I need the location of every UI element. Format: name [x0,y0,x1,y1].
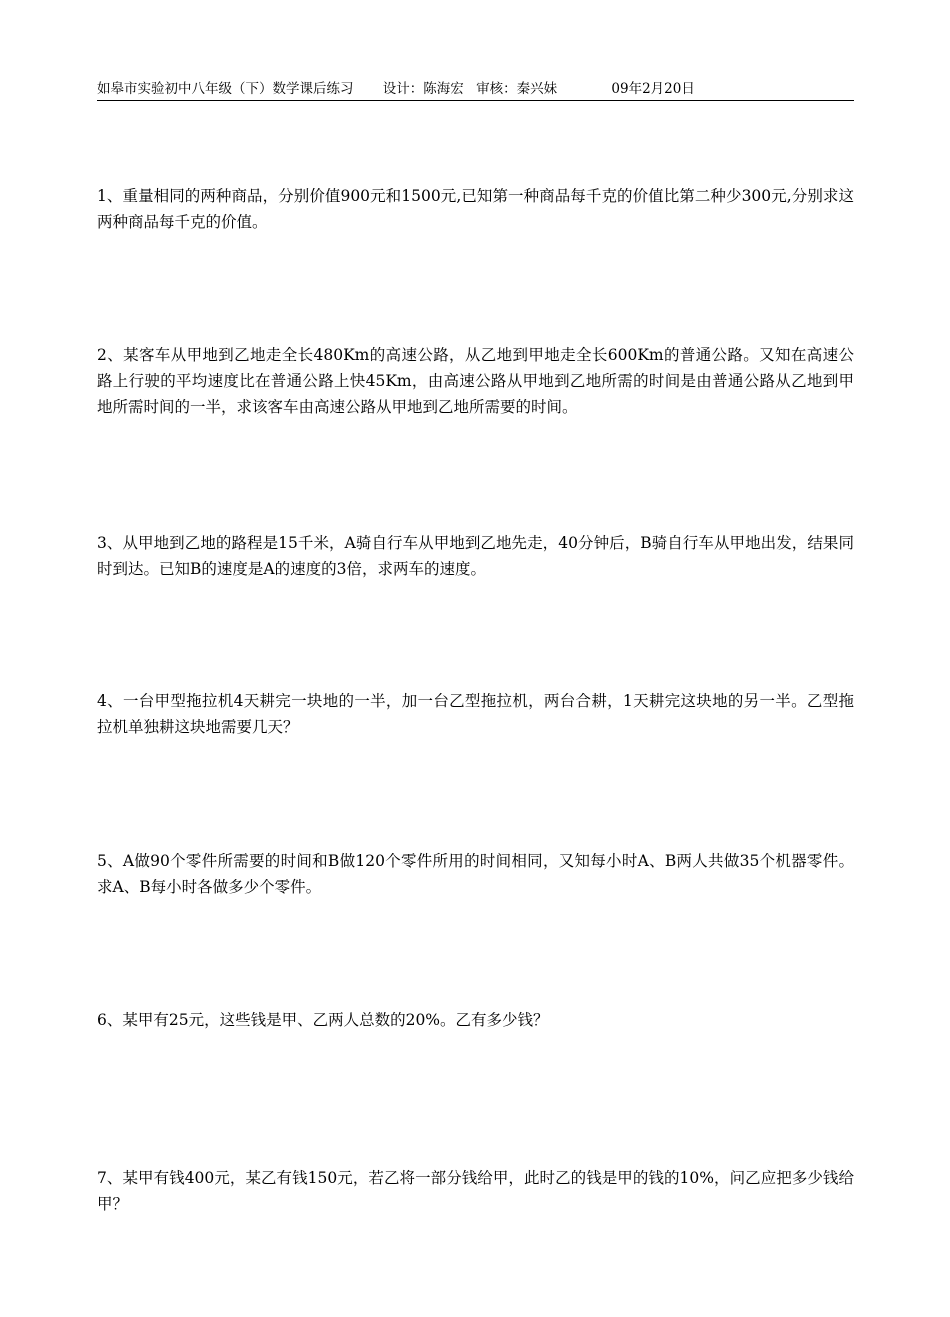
question-6: 6、某甲有25元，这些钱是甲、乙两人总数的20%。乙有多少钱？ [97,1011,549,1029]
header-reviewer: 审核：秦兴妹 [476,81,558,97]
question-3: 3、从甲地到乙地的路程是15千米，A骑自行车从甲地到乙地先走，40分钟后，B骑自行车从甲地出发，结果同时到达。已知B的速度是A的速度的3倍，求两车的速度。 [97,534,854,578]
page-header [97,80,854,101]
question-5: 5、A做90个零件所需要的时间和B做120个零件所用的时间相同，又知每小时A、B两人共做35个机器零件。求A、B每小时各做多少个零件。 [97,852,854,896]
question-4: 4、一台甲型拖拉机4天耕完一块地的一半，加一台乙型拖拉机，两台合耕，1天耕完这块地的另一半。乙型拖拉机单独耕这块地需要几天？ [97,692,854,736]
header-title: 如皋市实验初中八年级（下）数学课后练习 [97,81,354,97]
header-designer: 设计：陈海宏 [382,81,464,97]
question-2: 2、某客车从甲地到乙地走全长480Km的高速公路，从乙地到甲地走全长600Km的普通公路。又知在高速公路上行驶的平均速度比在普通公路上快45Km，由高速公路从甲地到乙地所需的时间是由普通公路从乙地到甲地所需时间的一半，求该客车由高速公路从甲地到乙地所需要的时间。 [97,346,854,416]
question-7: 7、某甲有钱400元，某乙有钱150元，若乙将一部分钱给甲，此时乙的钱是甲的钱的10%，问乙应把多少钱给甲？ [97,1169,854,1213]
question-1: 1、重量相同的两种商品，分别价值900元和1500元,已知第一种商品每千克的价值比第二种少300元,分别求这两种商品每千克的价值。 [97,187,854,231]
header-date: 09年2月20日 [611,81,695,97]
